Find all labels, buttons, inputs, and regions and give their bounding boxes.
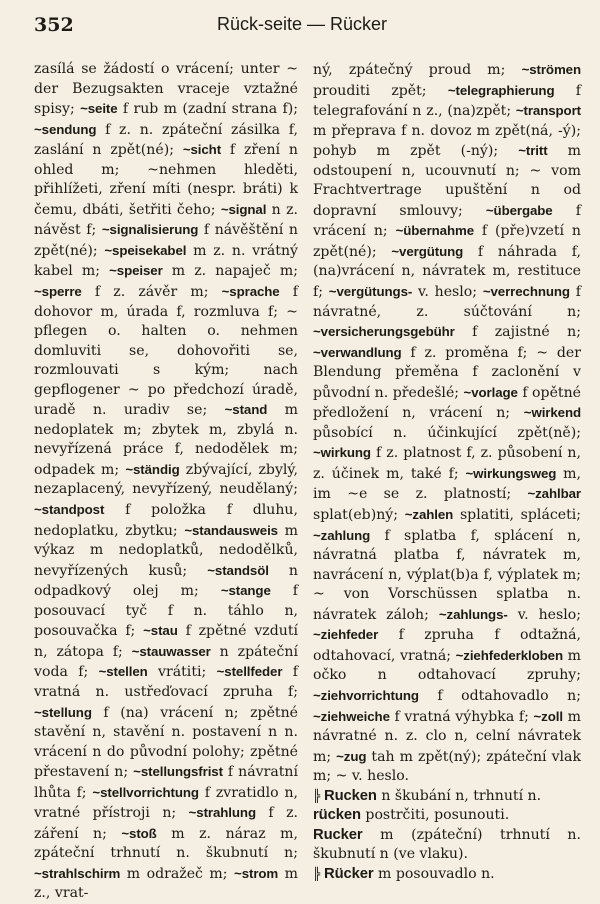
- entry-headword: ~stand: [224, 402, 268, 418]
- entry-text: m návratné n. z. clo n, celní návratek m;: [313, 708, 581, 765]
- entry-text: m nedoplatek m; zbytek m, zbylá n. nevyřízená práce f, nedodělek m; odpadek m;: [34, 402, 298, 478]
- entry-headword: ~ziehweiche: [313, 708, 390, 724]
- entry-headword: ~sperre: [34, 284, 82, 300]
- entry-text: f opětné předložení n, vrácení n;: [313, 384, 581, 422]
- entry-headword: ~zug: [336, 748, 367, 764]
- main-entry-text: m posouvadlo n.: [373, 865, 495, 882]
- entry-headword: ~übernahme: [395, 223, 474, 239]
- entry-text: m očko n odtahovací zpruhy;: [313, 647, 581, 684]
- main-entry: [313, 787, 581, 807]
- entry-text: f z. n. zpáteční zásilka f, zaslání n zpět(né);: [34, 121, 298, 159]
- entry-text: m z., vrat-: [34, 865, 298, 902]
- entry-headword: ~zahlungs-: [438, 606, 508, 622]
- entry-text: m odražeč m;: [120, 865, 235, 882]
- entry-headword: ~stange: [220, 583, 271, 599]
- entry-headword: ~versicherungsgebühr: [313, 324, 455, 340]
- entry-text: n odpadkový olej m;: [34, 562, 298, 600]
- entry-text: f položka f dluhu, nedoplatku, zbytku;: [34, 502, 298, 539]
- entry-headword: ~speisekabel: [104, 242, 187, 258]
- entry-headword: ~wirkung: [313, 445, 371, 461]
- entry-headword: ~zahlen: [404, 507, 454, 523]
- entry-text: m z. náraz m, zpáteční trhnutí n. škubnutí n;: [34, 825, 298, 862]
- entry-headword: ~transport: [515, 103, 581, 119]
- entry-text: m z. n. vrátný kabel m;: [34, 242, 298, 280]
- main-entry: [313, 865, 581, 885]
- entry-text: působící n. účinkující zpět(ně);: [313, 424, 581, 441]
- entry-text: f dohovor m, úrada f, rozmluva f; ~ pflegen o. halten o. nehmen domluviti se, dohovořiti se, rozmlouvati s kým; nach gepflogener ~ po předchozí úradě, uradě n. uradiv se;: [34, 284, 298, 419]
- main-entry: [313, 826, 581, 865]
- entry-text: f splatba f, splácení n, návratná platba f, návratek m, navrácení n, výplat(b)a f, výplatek m; ~ von Vorschüssen splatba n. návratek záloh;: [313, 527, 581, 623]
- main-entry-text: postrčiti, posunouti.: [360, 807, 510, 824]
- entry-headword: ~stellvorrichtung: [92, 784, 199, 800]
- entry-headword: ~stellen: [98, 664, 148, 680]
- entry-headword: ~telegraphierung: [447, 82, 555, 98]
- main-entry-headword: Rücker: [324, 865, 374, 882]
- main-entry-text: m (zpáteční) trhnutí n. škubnutí n (ve vlaku).: [313, 826, 581, 863]
- entry-headword: ~zahlbar: [527, 486, 581, 502]
- entry-text: f návratní lhůta f;: [34, 764, 298, 801]
- entry-text: f náhrada f, (na)vrácení n, návratek m, restituce f;: [313, 243, 581, 301]
- entry-text: f z. proměna f; ~ der Blendung přeměna f zaclonění v původní n. předešlé;: [313, 344, 581, 401]
- entry-headword: ~standsöl: [207, 562, 269, 578]
- entry-headword: ~standausweis: [184, 522, 278, 538]
- entry-text: f vrácení n;: [313, 202, 581, 240]
- entry-headword: ~stauwasser: [131, 643, 211, 659]
- entry-headword: ~seite: [80, 101, 118, 117]
- entry-text: tah m zpět(ný); zpáteční vlak m; ~ v. heslo.: [313, 748, 582, 785]
- entry-text: f návěštění n zpět(né);: [34, 222, 298, 259]
- entry-headword: ~stellfeder: [216, 664, 283, 680]
- main-entry: [313, 806, 581, 826]
- entry-text: f vratná n. ustřeďovací zpruha f;: [34, 664, 298, 700]
- entry-headword: ~stellungsfrist: [133, 764, 223, 780]
- entry-headword: ~ziehfeder: [313, 627, 379, 643]
- entry-headword: ~stau: [143, 623, 178, 639]
- entry-text: f zajistné n;: [454, 324, 581, 341]
- entry-headword: ~vergütung: [391, 243, 464, 259]
- entry-headword: ~ziehvorrichtung: [313, 687, 419, 703]
- entry-headword: ~stoß: [121, 825, 157, 841]
- entry-headword: ~wirkend: [523, 405, 581, 421]
- entry-text: f z. platnost f, z. působení n, z. účinek m, také f;: [313, 445, 581, 482]
- entry-headword: ~strahlschirm: [34, 865, 121, 881]
- entry-headword: ~tritt: [518, 143, 548, 159]
- entry-text: f zření n ohled m; ~nehmen hleděti, přihlížeti, zření míti (nespr. bráti) k čemu, dbáti, šetřiti čeho;: [34, 142, 298, 218]
- main-entries: [313, 787, 581, 885]
- entry-text: ný, zpátečný proud m;: [313, 62, 522, 78]
- running-head: Rück-seite — Rücker: [216, 14, 388, 34]
- entry-text: m výkaz m nedoplatků, nedodělků, nevyřízených kusů;: [34, 522, 298, 579]
- left-column: [34, 60, 298, 902]
- entry-headword: ~ziehfederkloben: [455, 647, 564, 663]
- entry-headword: ~sprache: [221, 284, 280, 300]
- main-entry-headword: Rucker: [313, 826, 363, 843]
- entry-text: m, im ~e se z. platností;: [313, 465, 582, 503]
- entry-text: f z. záření n;: [34, 805, 298, 842]
- entry-text: f vratná výhybka f;: [389, 708, 534, 725]
- entry-headword: ~verwandlung: [313, 344, 402, 360]
- entry-text: f telegrafování n z., (na)zpět;: [313, 82, 581, 120]
- entry-text: m odstoupení n, ucouvnutí n; ~ vom Frachtvertrage upuštění n od dopravní smlouvy;: [313, 143, 581, 219]
- entry-headword: ~speiser: [109, 263, 163, 279]
- entry-headword: ~zahlung: [313, 527, 371, 543]
- entry-text: f (pře)vzetí n zpět(né);: [313, 223, 581, 260]
- entry-text: f zpruha f odtažná, odtahovací, vratná;: [313, 627, 581, 664]
- entry-text: f odtahovadlo n;: [418, 687, 581, 704]
- entry-text: splat(eb)ný;: [313, 507, 405, 524]
- right-column-flow: [313, 62, 581, 784]
- entry-headword: ~verrechnung: [482, 284, 570, 300]
- entry-text: zbývající, zbylý, nezaplacený, nevyřízený, neudělaný;: [34, 461, 298, 498]
- entry-text: zasílá se žádostí o vrácení; unter ~ der Bezugsakten vraceje vztažné spisy;: [34, 61, 298, 118]
- entry-text: f zpětné vzdutí n, zátopa f;: [34, 623, 298, 660]
- entry-text: splatiti, spláceti;: [453, 507, 581, 524]
- entry-marker-icon: ╠: [313, 788, 321, 803]
- entry-headword: ~ständig: [125, 461, 180, 477]
- entry-headword: ~signal: [220, 201, 267, 217]
- right-column: [313, 60, 582, 882]
- entry-headword: ~stellung: [34, 704, 92, 720]
- entry-headword: ~vergütungs-: [328, 284, 413, 300]
- entry-headword: ~zoll: [533, 708, 563, 724]
- page-header: [34, 14, 570, 40]
- entry-headword: ~sendung: [34, 121, 97, 137]
- entry-text: v. heslo;: [507, 606, 581, 623]
- main-entry-headword: Rucken: [324, 787, 377, 804]
- entry-headword: ~sicht: [182, 142, 222, 158]
- entry-marker-icon: ╠: [313, 866, 321, 881]
- page-number: 352: [34, 14, 74, 36]
- entry-headword: ~strom: [234, 865, 279, 881]
- entry-text: n z. návěst f;: [34, 201, 298, 239]
- entry-headword: ~strahlung: [188, 805, 256, 821]
- entry-headword: ~signalisierung: [101, 222, 199, 238]
- entry-text: n zpáteční voda f;: [34, 643, 298, 681]
- main-entry-headword: rücken: [313, 807, 361, 824]
- main-entry-text: n škubání n, trhnutí n.: [376, 787, 542, 804]
- entry-headword: ~übergabe: [485, 202, 553, 218]
- entry-text: prouditi zpět;: [313, 82, 448, 99]
- entry-text: f zvratidlo n, vratné přístroji n;: [34, 784, 298, 822]
- entry-text: f z. závěr m;: [81, 284, 222, 301]
- entry-headword: ~standpost: [34, 502, 105, 518]
- entry-text: v. heslo;: [412, 284, 483, 301]
- entry-headword: ~wirkungsweg: [465, 465, 557, 481]
- entry-headword: ~vorlage: [463, 384, 518, 400]
- entry-text: f (na) vrácení n; zpětné stavění n, stavění n. postavení n n. vrácení n do původní polohy; zpětné přestavení n;: [34, 704, 298, 781]
- entry-text: f návratné, z. súčtování n;: [313, 284, 581, 320]
- entry-headword: ~strömen: [521, 62, 581, 77]
- entry-text: vrátiti;: [147, 664, 217, 681]
- entry-text: m z. napaječ m;: [162, 263, 298, 280]
- entry-text: f posouvací tyč f n. táhlo n, posouvačka f;: [34, 583, 298, 640]
- entry-text: f rub m (zadní strana f);: [117, 101, 298, 118]
- entry-text: m přeprava f n. dovoz m zpět(ná, -ý); pohyb m zpět (-ný);: [313, 122, 581, 160]
